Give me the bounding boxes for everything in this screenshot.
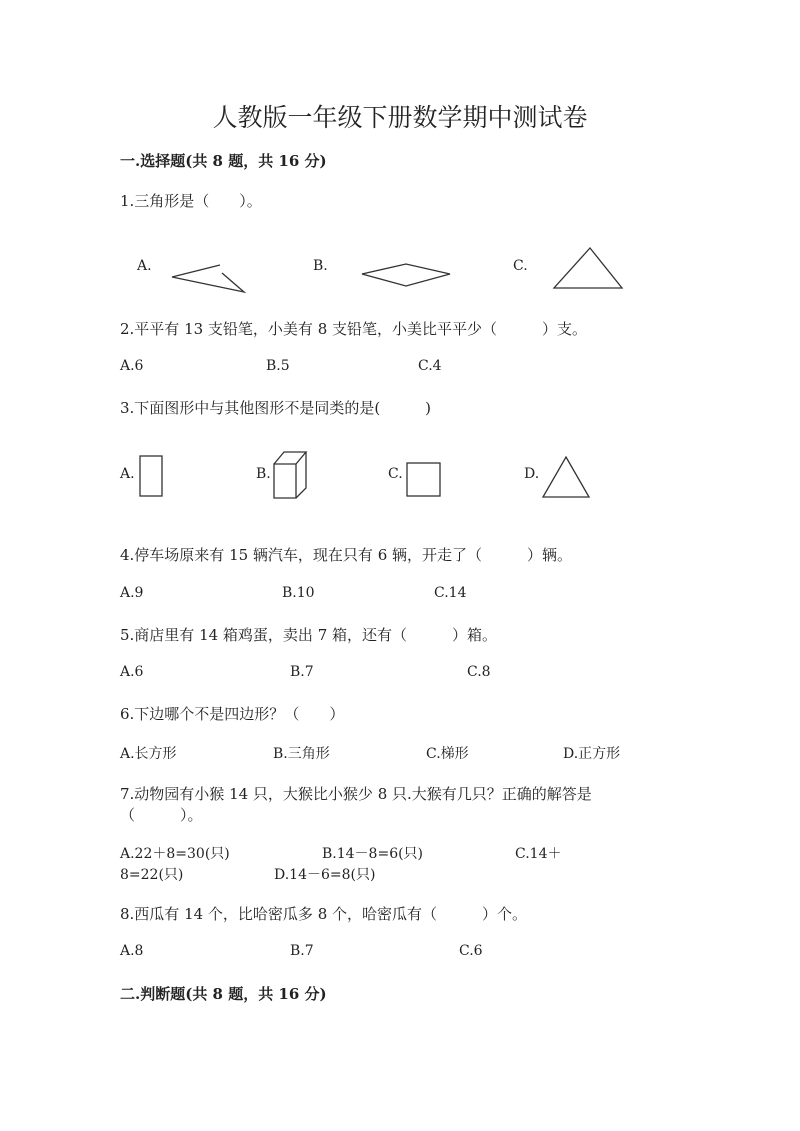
question-1: 1.三角形是（ ）。 [120,192,262,210]
q6-option-b: B.三角形 [273,746,330,762]
q7-option-a: A.22＋8=30(只) [120,846,230,862]
q3-option-d-label: D. [524,466,540,482]
page-title: 人教版一年级下册数学期中测试卷 [212,103,588,132]
question-5: 5.商店里有 14 箱鸡蛋，卖出 7 箱，还有（ ）箱。 [120,626,498,644]
q3-option-a-label: A. [120,466,135,482]
q6-option-c: C.梯形 [426,746,469,762]
question-4: 4.停车场原来有 15 辆汽车，现在只有 6 辆，开走了（ ）辆。 [120,546,573,564]
question-6: 6.下边哪个不是四边形？（ ） [120,705,345,723]
q2-option-a: A.6 [120,358,144,374]
q5-option-c: C.8 [467,664,491,680]
q3-option-c-label: C. [388,466,403,482]
q4-option-c: C.14 [434,585,467,601]
q6-option-a: A.长方形 [120,746,177,762]
q2-option-c: C.4 [418,358,442,374]
question-8: 8.西瓜有 14 个，比哈密瓜多 8 个，哈密瓜有（ ）个。 [120,905,528,923]
q7-option-c-end: 8=22(只) [120,867,184,883]
q5-option-a: A.6 [120,664,144,680]
question-7: 7.动物园有小猴 14 只，大猴比小猴少 8 只.大猴有几只？正确的解答是 [120,785,592,803]
q8-option-a: A.8 [120,943,144,959]
section-heading-choice: 一.选择题(共 8 题，共 16 分) [120,152,327,170]
q7-option-d: D.14－6=8(只) [274,867,376,883]
question-7-continued: （ ）。 [120,806,203,824]
question-3: 3.下面图形中与其他图形不是同类的是( ) [120,399,432,417]
section-heading-judgement: 二.判断题(共 8 题，共 16 分) [120,985,327,1003]
question-2: 2.平平有 13 支铅笔，小美有 8 支铅笔，小美比平平少（ ）支。 [120,320,588,338]
q6-option-d: D.正方形 [563,746,621,762]
q7-option-b: B.14－8=6(只) [322,846,424,862]
q3-cuboid-figure [272,450,310,502]
q7-option-c-start: C.14＋ [515,846,562,862]
q8-option-b: B.7 [290,943,314,959]
q1-rhombus-figure [360,262,452,290]
q1-option-c-label: C. [513,258,528,274]
q1-triangle-figure [552,246,626,292]
q1-open-angle-figure [168,260,250,300]
q4-option-a: A.9 [120,585,144,601]
q3-triangle-figure [541,455,593,501]
q2-option-b: B.5 [266,358,290,374]
q4-option-b: B.10 [282,585,315,601]
q3-rectangle-figure [138,454,166,500]
q5-option-b: B.7 [290,664,314,680]
q1-option-a-label: A. [137,258,152,274]
q8-option-c: C.6 [459,943,483,959]
q3-square-figure [405,461,443,499]
q1-option-b-label: B. [313,258,328,274]
q3-option-b-label: B. [256,466,271,482]
